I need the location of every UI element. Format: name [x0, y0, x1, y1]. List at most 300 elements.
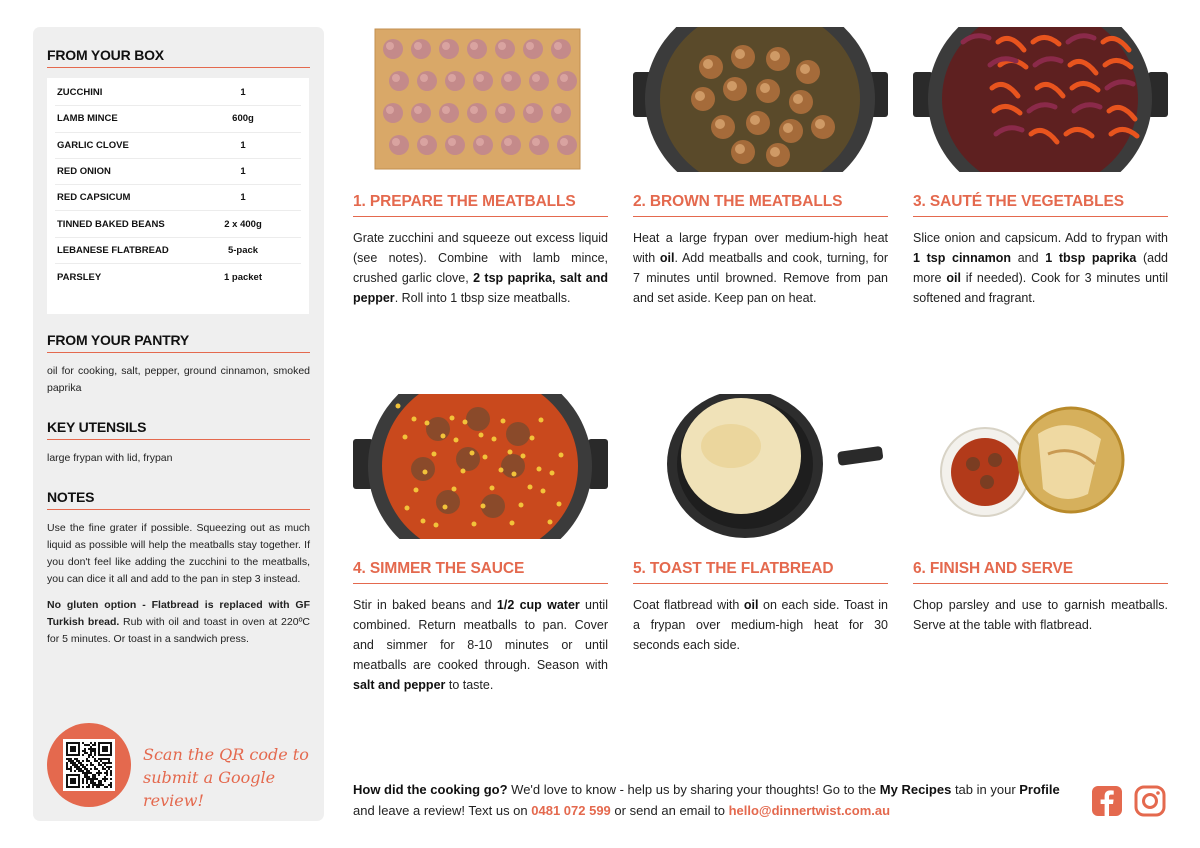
step-6-body	[913, 595, 1168, 635]
food-piece	[529, 71, 549, 91]
qr-module	[80, 764, 82, 766]
qr-module	[74, 766, 76, 768]
food-piece	[411, 103, 431, 123]
food-piece	[392, 138, 400, 146]
qr-module	[98, 762, 100, 764]
food-piece	[554, 42, 562, 50]
qr-module	[106, 770, 108, 772]
qr-module	[82, 742, 84, 744]
qr-code-badge[interactable]	[47, 723, 131, 807]
qr-module	[100, 784, 102, 786]
qr-module	[84, 744, 86, 746]
qr-module	[106, 772, 108, 774]
qr-module	[96, 772, 98, 774]
sauteed-vegetables-photo	[913, 27, 1168, 172]
food-piece	[735, 49, 745, 59]
food-piece	[800, 64, 810, 74]
my-recipes-link[interactable]: My Recipes	[879, 782, 952, 797]
food-piece	[442, 42, 450, 50]
qr-module	[78, 766, 80, 768]
food-piece	[436, 490, 460, 514]
qr-module	[98, 784, 100, 786]
browning-meatballs-photo	[633, 27, 888, 172]
qr-module	[110, 762, 112, 764]
qr-module	[102, 762, 104, 764]
food-piece	[539, 418, 544, 423]
qr-module	[82, 772, 84, 774]
step-text: Stir in baked beans and	[353, 598, 497, 612]
ingredient-quantity: 1	[240, 192, 246, 204]
food-piece	[715, 119, 725, 129]
gluten-free-note-bold: No gluten option - Flatbread is replaced with GF Turkish bread.	[47, 599, 310, 628]
box-ingredient-row	[55, 159, 301, 185]
qr-module	[108, 758, 110, 760]
qr-module	[100, 760, 102, 762]
step-2-title: 2. BROWN THE MEATBALLS	[633, 193, 888, 217]
food-piece	[432, 452, 437, 457]
qr-module	[92, 750, 94, 752]
ingredient-name: TINNED BAKED BEANS	[57, 218, 165, 230]
qr-module	[94, 754, 96, 756]
food-piece	[770, 51, 780, 61]
qr-module	[84, 766, 86, 768]
box-ingredient-row	[55, 211, 301, 237]
qr-module	[104, 772, 106, 774]
qr-module	[108, 766, 110, 768]
food-piece	[403, 435, 408, 440]
qr-module	[74, 758, 76, 760]
food-piece	[439, 39, 459, 59]
step-text: Chop parsley and use to garnish meatballs. Serve at the table with flatbread.	[913, 598, 1168, 632]
served-dish-photo	[913, 394, 1168, 539]
food-piece	[501, 419, 506, 424]
qr-module	[92, 774, 94, 776]
qr-module	[104, 776, 106, 778]
qr-module	[110, 782, 112, 784]
qr-module	[104, 758, 106, 760]
food-piece	[473, 71, 493, 91]
qr-module	[70, 778, 76, 784]
qr-module	[88, 772, 90, 774]
food-piece	[473, 135, 493, 155]
qr-module	[84, 768, 86, 770]
food-piece	[490, 486, 495, 491]
food-piece	[426, 417, 450, 441]
box-ingredient-row	[55, 264, 301, 290]
qr-module	[84, 776, 86, 778]
food-piece	[425, 421, 430, 426]
qr-module	[66, 764, 68, 766]
qr-module	[82, 760, 84, 762]
food-piece	[557, 135, 577, 155]
qr-module	[102, 778, 104, 780]
step-bold-text: salt and pepper	[353, 678, 446, 692]
food-piece	[783, 123, 793, 133]
qr-module	[88, 748, 90, 750]
step-text: on each side. Toast in a frypan over medium-high heat for 30 seconds each side.	[633, 598, 888, 652]
step-bold-text: 1/2 cup water	[496, 598, 580, 612]
qr-module	[68, 758, 70, 760]
qr-module	[82, 750, 84, 752]
facebook-icon[interactable]	[1091, 785, 1123, 817]
qr-module	[86, 778, 88, 780]
instagram-icon[interactable]	[1134, 785, 1166, 817]
step-bold-text: oil	[743, 598, 759, 612]
food-piece	[735, 144, 745, 154]
qr-module	[74, 762, 76, 764]
food-piece	[470, 451, 475, 456]
box-ingredient-row	[55, 185, 301, 211]
qr-module	[82, 778, 84, 780]
food-piece	[421, 519, 426, 524]
food-piece	[551, 39, 571, 59]
qr-module	[108, 784, 110, 786]
step-text: Heat a large frypan over medium-high heat with	[633, 231, 888, 265]
box-ingredient-row	[55, 106, 301, 132]
qr-module	[90, 748, 92, 750]
qr-module	[110, 770, 112, 772]
food-piece	[420, 138, 428, 146]
step-1-title: 1. PREPARE THE MEATBALLS	[353, 193, 608, 217]
step-6-title: 6. FINISH AND SERVE	[913, 560, 1168, 584]
step-3-title: 3. SAUTÉ THE VEGETABLES	[913, 193, 1168, 217]
food-piece	[470, 106, 478, 114]
food-piece	[389, 71, 409, 91]
qr-module	[96, 786, 98, 788]
qr-module	[102, 758, 104, 760]
ingredient-name: ZUCCHINI	[57, 87, 103, 99]
qr-module	[86, 786, 88, 788]
qr-module	[92, 784, 94, 786]
qr-review-line1: Scan the QR code to	[143, 745, 309, 764]
qr-module	[94, 750, 96, 752]
qr-module	[94, 778, 96, 780]
qr-module	[80, 770, 82, 772]
food-piece	[499, 468, 504, 473]
qr-module	[90, 762, 92, 764]
qr-module	[98, 758, 100, 760]
food-piece	[456, 447, 480, 471]
qr-module	[90, 780, 92, 782]
qr-module	[90, 764, 92, 766]
food-piece	[420, 74, 428, 82]
food-piece	[439, 103, 459, 123]
food-piece	[479, 433, 484, 438]
qr-module	[70, 770, 72, 772]
food-piece	[423, 470, 428, 475]
qr-module	[110, 784, 112, 786]
food-piece	[442, 106, 450, 114]
footer-text-4: or send an email to	[610, 803, 729, 818]
food-piece	[483, 455, 488, 460]
qr-module	[80, 768, 82, 770]
notes-paragraph: Use the fine grater if possible. Squeezing out as much liquid as possible will help the meatballs stay together. If you don't feel like adding the zucchini to the meatballs, you can dice it all and add to the pan in step 3 instead.	[47, 522, 310, 585]
qr-module	[106, 778, 108, 780]
step-bold-text: 2 tsp paprika, salt and pepper	[353, 271, 608, 305]
food-piece	[448, 138, 456, 146]
ingredient-name: LAMB MINCE	[57, 113, 118, 125]
profile-link[interactable]: Profile	[1019, 782, 1060, 797]
food-piece	[695, 91, 705, 101]
qr-module	[76, 768, 78, 770]
food-piece	[476, 74, 484, 82]
food-piece	[703, 59, 713, 69]
qr-module	[98, 770, 100, 772]
qr-module	[78, 770, 80, 772]
ingredients-panel	[33, 27, 324, 821]
feedback-footer	[353, 779, 1073, 821]
step-text: until combined. Return meatballs to pan. Cover and simmer for 8-10 minutes or until meatballs are cooked through. Season with	[353, 598, 608, 672]
qr-module	[106, 762, 108, 764]
food-piece	[495, 39, 515, 59]
qr-module	[88, 744, 90, 746]
step-text: if needed). Cook for 3 minutes until softened and fragrant.	[913, 271, 1168, 305]
qr-module	[70, 746, 76, 752]
ingredient-name: RED ONION	[57, 166, 111, 178]
qr-module	[82, 754, 84, 756]
food-piece	[463, 420, 468, 425]
qr-module	[106, 774, 108, 776]
qr-review-line2: submit a Google review!	[143, 768, 276, 810]
qr-module	[78, 760, 80, 762]
step-bold-text: 1 tsp cinnamon	[913, 251, 1012, 265]
qr-module	[90, 768, 92, 770]
qr-module	[96, 784, 98, 786]
qr-module	[104, 762, 106, 764]
step-bold-text: oil	[946, 271, 961, 285]
ingredient-name: PARSLEY	[57, 271, 102, 283]
qr-module	[84, 774, 86, 776]
qr-module	[92, 764, 94, 766]
qr-module	[86, 774, 88, 776]
qr-module	[94, 768, 96, 770]
qr-module	[94, 766, 96, 768]
food-piece	[560, 74, 568, 82]
qr-module	[86, 758, 88, 760]
qr-module	[78, 762, 80, 764]
qr-module	[86, 744, 88, 746]
qr-module	[94, 776, 96, 778]
food-piece	[467, 39, 487, 59]
food-piece	[434, 523, 439, 528]
qr-module	[94, 742, 96, 744]
qr-module	[82, 786, 84, 788]
qr-module	[94, 748, 96, 750]
step-text: to taste.	[445, 678, 494, 692]
food-piece	[537, 467, 542, 472]
food-piece	[523, 39, 543, 59]
qr-module	[100, 758, 102, 760]
step-bold-text: 1 tbsp paprika	[1045, 251, 1137, 265]
qr-module	[98, 772, 100, 774]
qr-module	[76, 758, 78, 760]
qr-module	[90, 754, 92, 756]
qr-module	[78, 768, 80, 770]
step-text: (add more	[913, 251, 1168, 285]
food-piece	[386, 42, 394, 50]
qr-module	[86, 764, 88, 766]
qr-module	[94, 744, 96, 746]
food-piece	[443, 505, 448, 510]
step-text: Grate zucchini and squeeze out excess liquid (see notes). Combine with lamb mince, crushed garlic clove,	[353, 231, 608, 285]
food-piece	[481, 504, 486, 509]
qr-module	[66, 768, 68, 770]
qr-module	[82, 766, 84, 768]
food-piece	[551, 103, 571, 123]
box-ingredient-row	[55, 238, 301, 264]
qr-module	[92, 780, 94, 782]
qr-module	[100, 772, 102, 774]
qr-module	[92, 776, 94, 778]
qr-module	[66, 766, 68, 768]
food-piece	[550, 471, 555, 476]
food-piece	[414, 488, 419, 493]
food-piece	[501, 135, 521, 155]
food-piece	[417, 135, 437, 155]
food-piece	[504, 74, 512, 82]
qr-module	[76, 766, 78, 768]
qr-module	[100, 764, 102, 766]
food-piece	[519, 503, 524, 508]
food-piece	[529, 135, 549, 155]
step-3-body	[913, 228, 1168, 308]
qr-module	[84, 748, 86, 750]
qr-module	[86, 752, 88, 754]
qr-module	[66, 758, 68, 760]
step-text: . Roll into 1 tbsp size meatballs.	[394, 291, 571, 305]
qr-module	[88, 784, 90, 786]
qr-module	[92, 778, 94, 780]
food-piece	[528, 485, 533, 490]
box-ingredient-row	[55, 133, 301, 159]
step-5-title: 5. TOAST THE FLATBREAD	[633, 560, 888, 584]
qr-module	[98, 780, 100, 782]
qr-module	[82, 782, 84, 784]
food-piece	[521, 454, 526, 459]
food-piece	[445, 135, 465, 155]
utensils-text: large frypan with lid, frypan	[47, 452, 173, 464]
qr-module	[104, 780, 106, 782]
food-piece	[526, 42, 534, 50]
qr-module	[102, 768, 104, 770]
qr-module	[90, 772, 92, 774]
qr-module	[76, 760, 78, 762]
food-piece	[389, 135, 409, 155]
qr-module	[92, 744, 94, 746]
qr-module	[96, 760, 98, 762]
qr-module	[94, 782, 96, 784]
qr-module	[72, 762, 74, 764]
qr-module	[82, 770, 84, 772]
qr-module	[92, 782, 94, 784]
qr-module	[90, 778, 92, 780]
qr-module	[90, 746, 92, 748]
ingredient-quantity: 600g	[232, 113, 254, 125]
box-heading: FROM YOUR BOX	[47, 47, 310, 68]
qr-module	[70, 760, 72, 762]
qr-module	[70, 762, 72, 764]
step-bold-text: oil	[659, 251, 675, 265]
qr-module	[82, 764, 84, 766]
qr-module	[100, 780, 102, 782]
qr-module	[76, 764, 78, 766]
food-piece	[504, 138, 512, 146]
step-5-body	[633, 595, 888, 655]
ingredient-quantity: 1	[240, 139, 246, 151]
qr-module	[86, 780, 88, 782]
qr-module	[98, 786, 100, 788]
qr-module	[82, 780, 84, 782]
food-piece	[417, 71, 437, 91]
pantry-text: oil for cooking, salt, pepper, ground cinnamon, smoked paprika	[47, 365, 310, 394]
qr-module	[102, 784, 104, 786]
toasting-flatbread-photo	[633, 394, 888, 539]
food-piece	[412, 417, 417, 422]
qr-module	[90, 750, 92, 752]
qr-module	[86, 768, 88, 770]
step-text: Coat flatbread with	[633, 598, 744, 612]
step-text: and	[1011, 251, 1046, 265]
food-piece	[405, 506, 410, 511]
qr-module	[96, 768, 98, 770]
footer-text-3: and leave a review! Text us on	[353, 803, 532, 818]
pantry-heading: FROM YOUR PANTRY	[47, 332, 310, 353]
food-piece	[411, 457, 435, 481]
food-piece	[396, 404, 401, 409]
qr-module	[88, 754, 90, 756]
qr-module	[106, 766, 108, 768]
email-link[interactable]: hello@dinnertwist.com.au	[728, 803, 891, 818]
qr-module	[90, 782, 92, 784]
ingredient-quantity: 2 x 400g	[224, 218, 262, 230]
food-piece	[495, 103, 515, 123]
qr-module	[102, 746, 108, 752]
food-piece	[750, 115, 760, 125]
food-piece	[508, 450, 513, 455]
qr-module	[88, 786, 90, 788]
qr-module	[92, 786, 94, 788]
qr-module	[68, 760, 70, 762]
qr-module	[88, 776, 90, 778]
qr-module	[108, 760, 110, 762]
qr-module	[70, 768, 72, 770]
qr-module	[110, 786, 112, 788]
qr-code-icon[interactable]	[63, 739, 115, 791]
food-piece	[383, 103, 403, 123]
qr-module	[100, 782, 102, 784]
food-piece	[512, 472, 517, 477]
food-piece	[793, 94, 803, 104]
food-piece	[411, 39, 431, 59]
food-piece	[441, 434, 446, 439]
food-piece	[392, 74, 400, 82]
notes-heading: NOTES	[47, 489, 310, 510]
food-piece	[414, 106, 422, 114]
qr-module	[84, 772, 86, 774]
utensils-heading: KEY UTENSILS	[47, 419, 310, 440]
box-ingredients-table	[47, 78, 309, 314]
qr-module	[92, 748, 94, 750]
simmering-sauce-photo	[353, 394, 608, 539]
ingredient-quantity: 1 packet	[223, 271, 263, 283]
qr-module	[104, 778, 106, 780]
ingredient-name: RED CAPSICUM	[57, 192, 131, 204]
food-piece	[466, 407, 490, 431]
step-2-body	[633, 228, 888, 308]
phone-link[interactable]: 0481 072 599	[531, 803, 611, 818]
qr-module	[110, 766, 112, 768]
food-piece	[470, 42, 478, 50]
